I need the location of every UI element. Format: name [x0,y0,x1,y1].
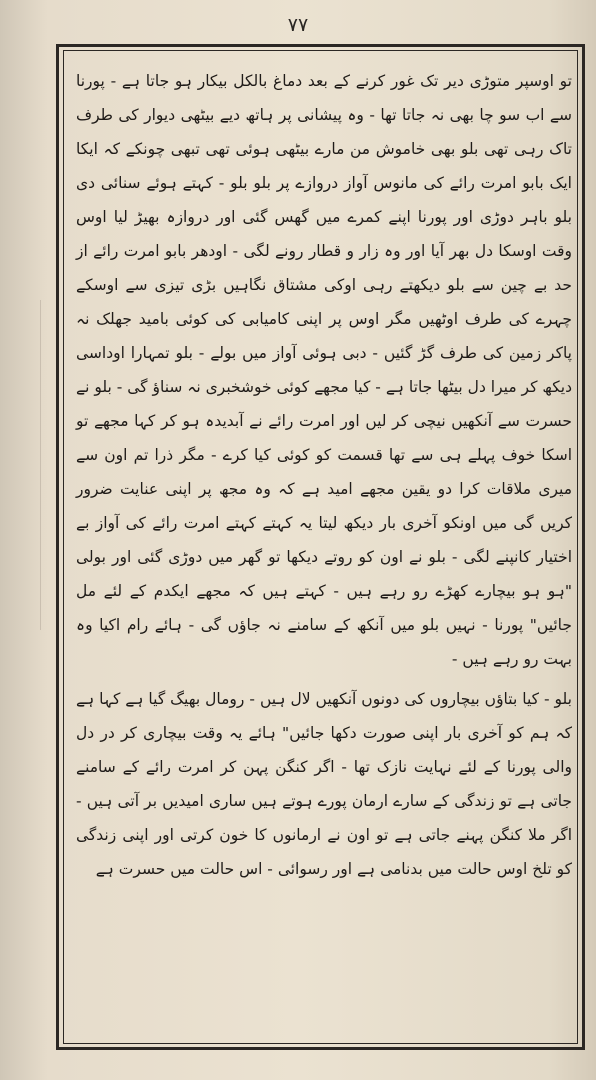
paragraph-2: بلو - کیا بتاؤں بیچاروں کی دونوں آنکھیں لال ہیں - رومال بھیگ گیا ہے کہا ہے کہ ہم کو آخری بار اپنی صورت دکھا جائیں" ہائے یہ وقت بیچاری کر در دل والی پورنا کے لئے نہایت نازک تھا - اگر کنگن پہن کر امرت رائے کے سامنے جاتی ہے تو زندگی کے سارے ارمان پورے ہوتے ہیں ساری امیدیں بر آتی ہیں - اگر ملا کنگن پہنے جاتی ہے تو اون نے ارمانوں کا خون کرتی اور اپنی زندگی کو تلخ اوس حالت میں بدنامی ہے اور رسوائی - اس حالت میں حسرت ہے [76,690,572,878]
paragraph-1: تو اوسپر متوڑی دیر تک غور کرنے کے بعد دماغ بالکل بیکار ہو جاتا ہے - پورنا سے اب سو چا بھی نہ جاتا تھا - وہ پیشانی پر ہاتھ دیے بیٹھی دیوار کی طرف تاک رہی تھی بلو بھی خاموش من مارے بیٹھی ہوئی تھی تبھی چونکے کہ ایکا ایک بابو امرت رائے کی مانوس آواز دروازے پر بلو بلو - کہتے ہوئے سنائی دی بلو باہر دوڑی اور پورنا اپنے کمرے میں گھس گئی اور دروازہ بھیڑ لیا اوس وقت اوسکا دل بھر آیا اور وہ زار و قطار رونے لگی - اودھر بابو امرت رائے از حد بے چین سے بلو دیکھتے رہی اوکی مشتاق نگاہیں بڑی تیزی سے اوسکے چہرے کی طرف اوٹھیں مگر اوس پر اپنی کامیابی کی کوئی بامید جھلک نہ پاکر زمین کی طرف گڑ گئیں - دبی ہوئی آواز میں بولے - بلو تمہارا اوداسی دیکھ کر میرا دل بیٹھا جاتا ہے - کیا مجھے کوئی خوشخبری نہ سناؤ گی - بلو نے حسرت سے آنکھیں نیچی کر لیں اور امرت رائے نے آبدیدہ ہو کر کہا مجھے تو اسکا خوف پہلے ہی سے تھا قسمت کو کوئی کیا کرے - مگر ذرا تم اون سے میری ملاقات کرا دو یقین مجھے امید ہے کہ وہ مجھ پر اپنی عنایت ضرور کریں گی میں اونکو آخری بار دیکھ لیتا یہ کہتے کہتے امرت رائے کی آواز بے اختیار کانپنے لگی - بلو نے اون کو روتے دیکھا تو گھر میں دوڑی گئی اور بولی "ہو ہو بیچارے کھڑے رو رہے ہیں - کہتے ہیں کہ مجھے ایکدم کے لئے مل جائیں" پورنا - نہیں بلو میں آنکھ کے سامنے نہ جاؤں گی - ہائے رام اکیا وہ بہت رو رہے ہیں - [76,72,572,668]
binding-edge [18,300,41,630]
page-number: ۷۷ [287,14,309,36]
body-text [76,64,572,886]
